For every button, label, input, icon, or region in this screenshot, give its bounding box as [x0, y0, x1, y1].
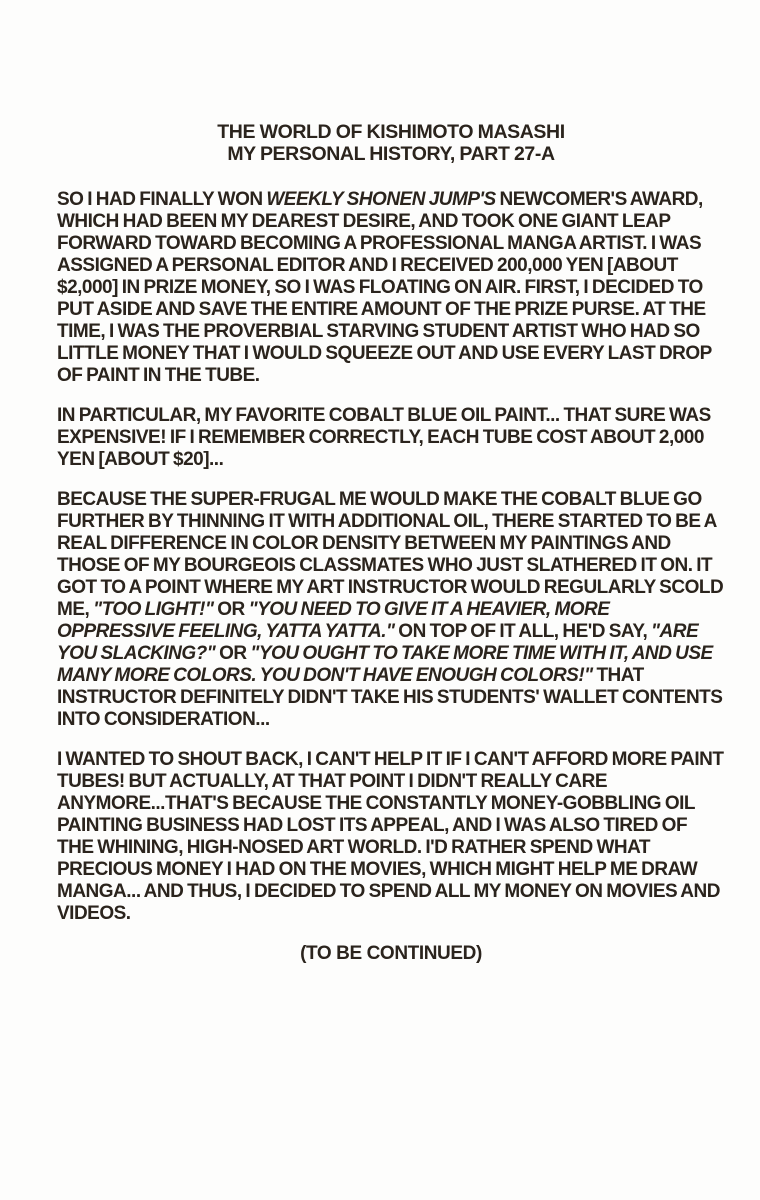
title-line-2: MY PERSONAL HISTORY, PART 27-A — [227, 143, 555, 165]
text-run: IN PARTICULAR, MY FAVORITE COBALT BLUE OIL PAINT... THAT SURE WAS EXPENSIVE! IF I REMEMBER CORRECTLY, EACH TUBE COST ABOUT 2,000 YEN [ABOUT $20]... — [57, 405, 711, 470]
paragraph — [57, 749, 725, 925]
text-run: OR — [215, 643, 251, 664]
italic-text-run: WEEKLY SHONEN JUMP'S — [266, 189, 496, 210]
text-run: SO I HAD FINALLY WON — [57, 189, 267, 210]
title-line-1: THE WORLD OF KISHIMOTO MASASHI — [217, 121, 565, 143]
italic-text-run: "YOU NEED TO GIVE IT A HEAVIER, MORE OPPRESSIVE FEELING, YATTA YATTA." — [57, 599, 610, 642]
body-text — [57, 189, 725, 925]
text-run: BECAUSE THE SUPER-FRUGAL ME WOULD MAKE THE COBALT BLUE GO FURTHER BY THINNING IT WITH ADDITIONAL OIL, THERE STARTED TO BE A REAL DIFFERENCE IN COLOR DENSITY BETWEEN MY PAINTINGS AND THOSE OF MY BOURGEOIS CLASSMATES WHO JUST SLATHERED IT ON. IT GOT TO A POINT WHERE MY ART INSTRUCTOR WOULD REGULARLY SCOLD ME, — [57, 489, 724, 620]
paragraph — [57, 189, 725, 387]
paragraph — [57, 489, 725, 731]
italic-text-run: "ARE YOU SLACKING?" — [57, 621, 699, 664]
text-column — [57, 121, 725, 965]
text-run: OR — [213, 599, 249, 620]
text-run: THAT INSTRUCTOR DEFINITELY DIDN'T TAKE HIS STUDENTS' WALLET CONTENTS INTO CONSIDERATION... — [57, 665, 723, 730]
text-run: NEWCOMER'S AWARD, WHICH HAD BEEN MY DEAREST DESIRE, AND TOOK ONE GIANT LEAP FORWARD TOWARD BECOMING A PROFESSIONAL MANGA ARTIST. I WAS ASSIGNED A PERSONAL EDITOR AND I RECEIVED 200,000 YEN [ABOUT $2,000] IN PRIZE MONEY, SO I WAS FLOATING ON AIR. FIRST, I DECIDED TO PUT ASIDE AND SAVE THE ENTIRE AMOUNT OF THE PRIZE PURSE. AT THE TIME, I WAS THE PROVERBIAL STARVING STUDENT ARTIST WHO HAD SO LITTLE MONEY THAT I WOULD SQUEEZE OUT AND USE EVERY LAST DROP OF PAINT IN THE TUBE. — [57, 189, 712, 386]
text-run: I WANTED TO SHOUT BACK, I CAN'T HELP IT IF I CAN'T AFFORD MORE PAINT TUBES! BUT ACTUALLY, AT THAT POINT I DIDN'T REALLY CARE ANYMORE...THAT'S BECAUSE THE CONSTANTLY MONEY-GOBBLING OIL PAINTING BUSINESS HAD LOST ITS APPEAL, AND I WAS ALSO TIRED OF THE WHINING, HIGH-NOSED ART WORLD. I'D RATHER SPEND WHAT PRECIOUS MONEY I HAD ON THE MOVIES, WHICH MIGHT HELP ME DRAW MANGA... AND THUS, I DECIDED TO SPEND ALL MY MONEY ON MOVIES AND VIDEOS. — [57, 749, 724, 924]
italic-text-run: "TOO LIGHT!" — [93, 599, 214, 620]
italic-text-run: "YOU OUGHT TO TAKE MORE TIME WITH IT, AND USE MANY MORE COLORS. YOU DON'T HAVE ENOUGH COLORS!" — [57, 643, 713, 686]
paragraph — [57, 405, 725, 471]
to-be-continued-label: (TO BE CONTINUED) — [300, 943, 482, 964]
page-title — [57, 121, 725, 165]
text-run: ON TOP OF IT ALL, HE'D SAY, — [394, 621, 652, 642]
